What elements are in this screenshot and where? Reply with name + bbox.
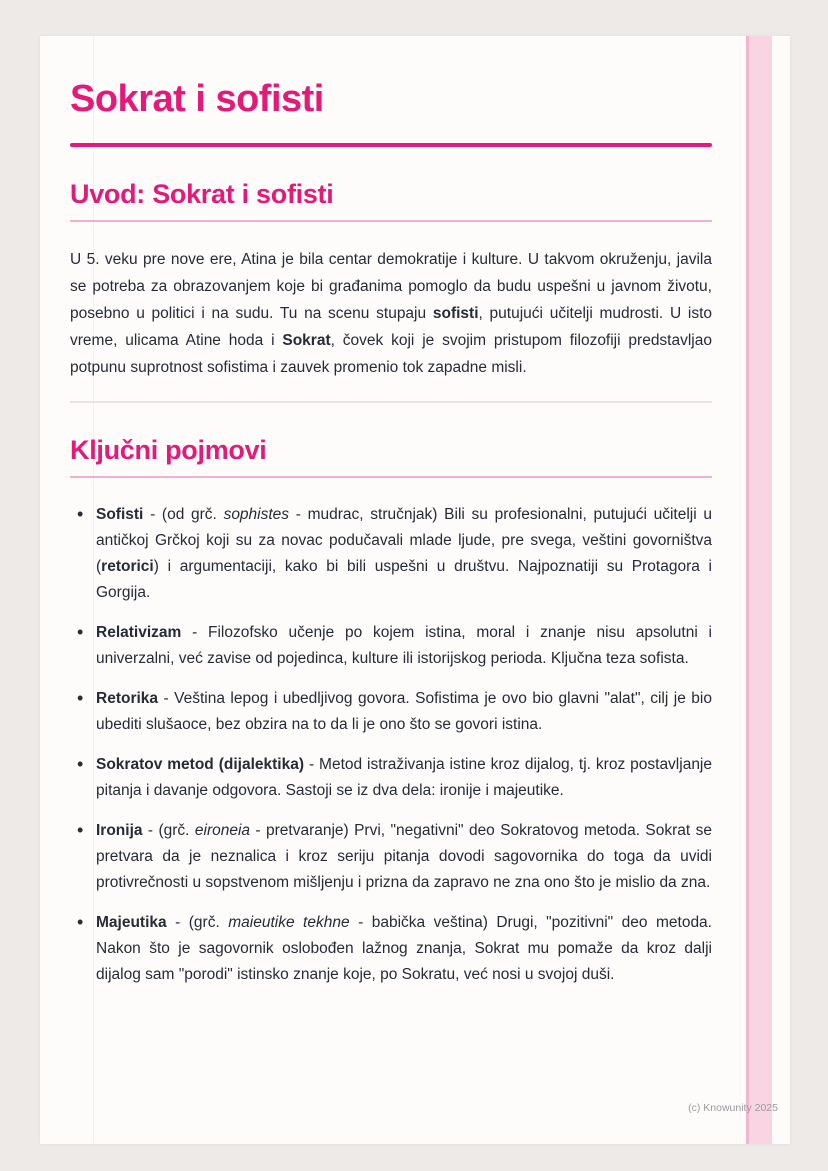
key-term-item-relativizam: • Relativizam - Filozofsko učenje po kojem istina, moral i znanje nisu apsolutni i univerzalni, već zavise od pojedinca, kulture ili istorijskog perioda. Ključna teza sofista. bbox=[70, 620, 712, 672]
key-term-item-ironija: • Ironija - (grč. eironeia - pretvaranje) Prvi, "negativni" deo Sokratovog metoda. Sokrat se pretvara da je neznalica i kroz seriju pitanja dovodi sagovornika do toga da uvidi protivrečnosti u sopstvenom mišljenju i prizna da zapravo ne zna ono što je mislio da zna. bbox=[70, 818, 712, 896]
section-intro bbox=[70, 179, 712, 381]
document-page bbox=[40, 36, 790, 1144]
copyright-notice: (c) Knowunity 2025 bbox=[688, 1102, 778, 1114]
section-key-terms bbox=[70, 435, 712, 988]
intro-heading: Uvod: Sokrat i sofisti bbox=[70, 179, 334, 209]
intro-paragraph: U 5. veku pre nove ere, Atina je bila centar demokratije i kulture. U takvom okruženju, javila se potreba za obrazovanjem koje bi građanima pomoglo da budu uspešni u javnom životu, posebno u politici i na sudu. Tu na scenu stupaju sofisti, putujući učitelji mudrosti. U isto vreme, ulicama Atine hoda i Sokrat, čovek koji je svojim pristupom filozofiji predstavljao potpunu suprotnost sofistima i zauvek promenio tok zapadne misli. bbox=[70, 251, 713, 376]
title-divider bbox=[70, 143, 712, 147]
section-divider bbox=[70, 401, 712, 403]
document-content bbox=[40, 36, 790, 988]
key-terms-heading-underline bbox=[70, 476, 712, 478]
intro-heading-underline bbox=[70, 220, 712, 222]
key-term-item-sofisti: • Sofisti - (od grč. sophistes - mudrac, stručnjak) Bili su profesionalni, putujući učitelji u antičkoj Grčkoj koji su za novac podučavali mlade ljude, pre svega, veštini govorništva (retorici) i argumentaciji, kako bi bili uspešni u društvu. Najpoznatiji su Protagora i Gorgija. bbox=[70, 502, 712, 606]
key-terms-list bbox=[70, 502, 712, 988]
key-term-item-majeutika: • Majeutika - (grč. maieutike tekhne - babička veština) Drugi, "pozitivni" deo metoda. Nakon što je sagovornik oslobođen lažnog znanja, Sokrat mu pomaže da kroz dalji dijalog sam "porodi" istinsko znanje koje, po Sokratu, već nosi u svojoj duši. bbox=[70, 910, 712, 988]
document-title: Sokrat i sofisti bbox=[70, 78, 324, 120]
key-term-item-retorika: • Retorika - Veština lepog i ubedljivog govora. Sofistima je ovo bio glavni "alat", cilj je bio ubediti slušaoce, bez obzira na to da li je ono što se govori istina. bbox=[70, 686, 712, 738]
key-term-item-sokratov-metod: • Sokratov metod (dijalektika) - Metod istraživanja istine kroz dijalog, tj. kroz postavljanje pitanja i davanje odgovora. Sastoji se iz dva dela: ironije i majeutike. bbox=[70, 752, 712, 804]
key-terms-heading: Ključni pojmovi bbox=[70, 435, 267, 465]
